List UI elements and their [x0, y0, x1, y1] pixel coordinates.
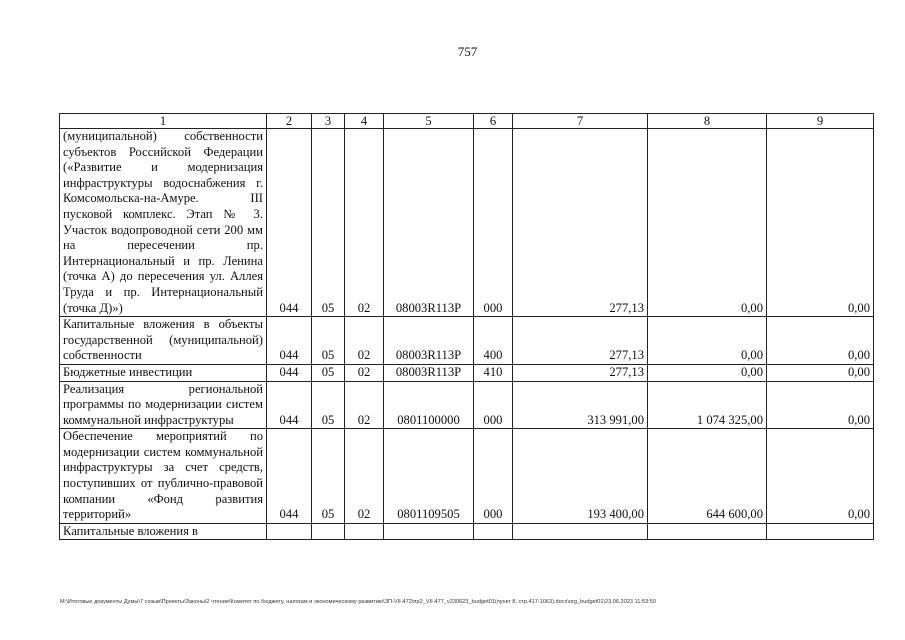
amount-col7: 277,13	[513, 317, 648, 365]
section-code: 05	[312, 429, 345, 524]
column-header: 2	[267, 114, 312, 129]
target-article-code: 08003R113P	[384, 317, 474, 365]
empty-cell	[345, 523, 384, 540]
file-path-footer: M:\Итоговые документы Думы\7 созыв\Проекты\Законы\2 чтение\Комитет по бюджету, налогам и экономическому развитию\ЗП-VII-472\пр2_VII-477_v230623_budget01(пункт 8, стр.417-1063).docx\org_budget01\23.06.2023 11:53:50	[60, 599, 656, 605]
section-code: 05	[312, 364, 345, 381]
expense-type-code: 000	[474, 429, 513, 524]
amount-col7: 313 991,00	[513, 381, 648, 429]
item-name: Обеспечение мероприятий по модернизации систем коммунальной инфраструктуры за счет средств, поступивших от публично-правовой компании «Фонд развития территорий»	[60, 429, 267, 524]
column-header: 7	[513, 114, 648, 129]
item-name: Капитальные вложения в объекты государственной (муниципальной) собственности	[60, 317, 267, 365]
empty-cell	[267, 523, 312, 540]
item-name: Капитальные вложения в	[60, 523, 267, 540]
amount-col9: 0,00	[767, 317, 874, 365]
item-name: Бюджетные инвестиции	[60, 364, 267, 381]
column-header: 8	[648, 114, 767, 129]
expense-type-code: 400	[474, 317, 513, 365]
subsection-code: 02	[345, 317, 384, 365]
table-row	[60, 429, 874, 524]
item-name: (муниципальной) собственности субъектов Российской Федерации («Развитие и модернизация инфраструктуры водоснабжения г. Комсомольска-на-Амуре. III пусковой комплекс. Этап № 3. Участок водопроводной сети 200 мм на пересечении пр. Интернациональный и пр. Ленина (точка А) до пересечения ул. Аллея Труда и пр. Интернациональный (точка Д)»)	[60, 129, 267, 317]
amount-col8: 0,00	[648, 364, 767, 381]
target-article-code: 0801109505	[384, 429, 474, 524]
page-number: 757	[457, 44, 478, 59]
ministry-code: 044	[267, 381, 312, 429]
amount-col8: 644 600,00	[648, 429, 767, 524]
expense-type-code: 000	[474, 381, 513, 429]
empty-cell	[474, 523, 513, 540]
subsection-code: 02	[345, 381, 384, 429]
subsection-code: 02	[345, 364, 384, 381]
table-row	[60, 381, 874, 429]
target-article-code: 08003R113P	[384, 129, 474, 317]
column-header: 1	[60, 114, 267, 129]
amount-col9: 0,00	[767, 429, 874, 524]
empty-cell	[384, 523, 474, 540]
expense-type-code: 410	[474, 364, 513, 381]
empty-cell	[312, 523, 345, 540]
empty-cell	[648, 523, 767, 540]
subsection-code: 02	[345, 129, 384, 317]
expense-type-code: 000	[474, 129, 513, 317]
table-row	[60, 364, 874, 381]
amount-col8: 1 074 325,00	[648, 381, 767, 429]
amount-col7: 277,13	[513, 129, 648, 317]
target-article-code: 0801100000	[384, 381, 474, 429]
budget-table	[59, 113, 874, 540]
amount-col9: 0,00	[767, 364, 874, 381]
amount-col7: 277,13	[513, 364, 648, 381]
column-header-row	[60, 114, 874, 129]
table-row	[60, 129, 874, 317]
section-code: 05	[312, 129, 345, 317]
table-row-partial	[60, 523, 874, 540]
table-row	[60, 317, 874, 365]
subsection-code: 02	[345, 429, 384, 524]
amount-col8: 0,00	[648, 317, 767, 365]
section-code: 05	[312, 381, 345, 429]
column-header: 5	[384, 114, 474, 129]
amount-col9: 0,00	[767, 381, 874, 429]
column-header: 6	[474, 114, 513, 129]
section-code: 05	[312, 317, 345, 365]
empty-cell	[767, 523, 874, 540]
amount-col8: 0,00	[648, 129, 767, 317]
column-header: 4	[345, 114, 384, 129]
column-header: 3	[312, 114, 345, 129]
ministry-code: 044	[267, 364, 312, 381]
ministry-code: 044	[267, 129, 312, 317]
amount-col9: 0,00	[767, 129, 874, 317]
empty-cell	[513, 523, 648, 540]
item-name: Реализация региональной программы по модернизации систем коммунальной инфраструктуры	[60, 381, 267, 429]
target-article-code: 08003R113P	[384, 364, 474, 381]
ministry-code: 044	[267, 317, 312, 365]
column-header: 9	[767, 114, 874, 129]
amount-col7: 193 400,00	[513, 429, 648, 524]
ministry-code: 044	[267, 429, 312, 524]
